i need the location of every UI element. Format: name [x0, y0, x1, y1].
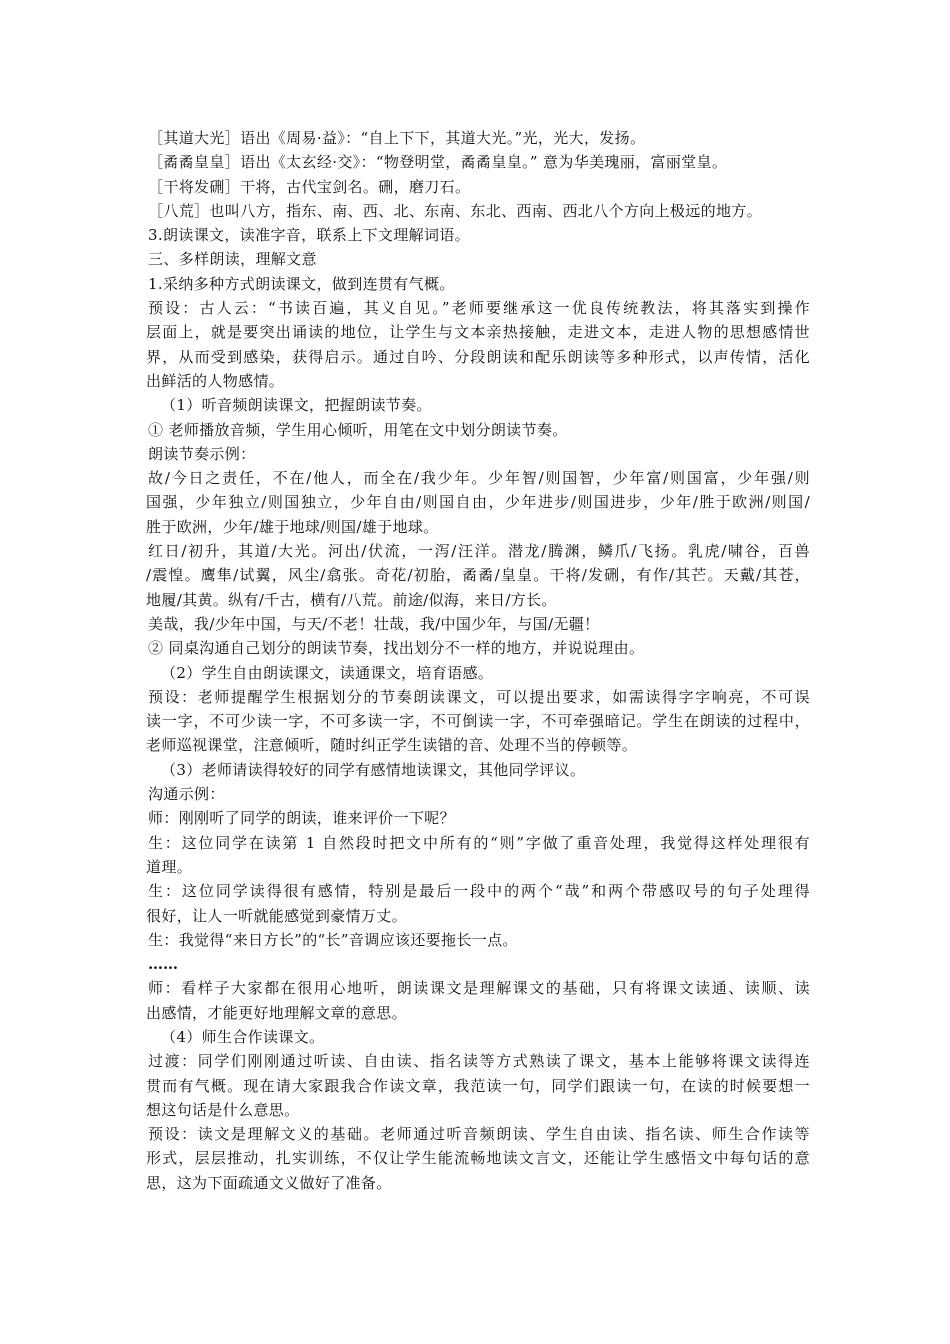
text-line: 胜于欧洲，少年/雄于地球/则国/雄于地球。 [146, 517, 439, 536]
text-line: /震惶。鹰隼/试翼，风尘/翕张。奇花/初胎，矞矞/皇皇。干将/发硎，有作/其芒。天戴/其苍， [146, 566, 810, 585]
text-line: 出鲜活的人物感情。 [146, 371, 285, 390]
text-line: 红日/初升，其道/大光。河出/伏流，一泻/汪洋。潜龙/腾渊，鳞爪/飞扬。乳虎/啸谷，百兽 [148, 542, 810, 561]
text-line: （3）老师请读得较好的同学有感情地读课文，其他同学评议。 [161, 760, 586, 779]
text-line: 故/今日之责任，不在/他人，而全在/我少年。少年智/则国智，少年富/则国富，少年强/则 [148, 469, 810, 488]
text-line: 3.朗读课文，读准字音，联系上下文理解词语。 [148, 226, 471, 245]
text-line: （2）学生自由朗读课文，读通课文，培育语感。 [161, 663, 494, 682]
text-line: 美哉，我/少年中国，与天/不老！壮哉，我/中国少年，与国/无疆！ [148, 614, 600, 633]
text-line: ［干将发硎］干将，古代宝剑名。硎，磨刀石。 [148, 177, 471, 196]
text-line: 很好，让人一听就能感觉到豪情万丈。 [146, 906, 407, 925]
text-line: （1）听音频朗读课文，把握朗读节奏。 [161, 396, 432, 415]
text-line: 形式，层层推动，扎实训练，不仅让学生能流畅地读文言文，还能让学生感悟文中每句话的意 [146, 1149, 810, 1168]
text-line: 读一字，不可少读一字，不可多读一字，不可倒读一字，不可牵强暗记。学生在朗读的过程中， [146, 712, 810, 731]
text-line: 国强，少年独立/则国独立，少年自由/则国自由，少年进步/则国进步，少年/胜于欧洲/则国/ [146, 493, 810, 512]
text-line: ② 同桌沟通自己划分的朗读节奏，找出划分不一样的地方，并说说理由。 [148, 639, 645, 658]
text-line: 生：我觉得“来日方长”的“长”音调应该还要拖长一点。 [148, 930, 518, 949]
text-line: …… [148, 955, 178, 974]
text-line: 思，这为下面疏通文义做好了准备。 [146, 1173, 392, 1192]
text-line: ① 老师播放音频，学生用心倾听，用笔在文中划分朗读节奏。 [148, 420, 568, 439]
text-line: 地履/其黄。纵有/千古，横有/八荒。前途/似海，来日/方长。 [146, 590, 557, 609]
text-line: 过渡：同学们刚刚通过听读、自由读、指名读等方式熟读了课文，基本上能够将课文读得连 [148, 1052, 810, 1071]
text-line: 生：这位同学在读第 1 自然段时把文中所有的“则”字做了重音处理，我觉得这样处理很有 [148, 833, 810, 852]
text-line: 1.采纳多种方式朗读课文，做到连贯有气概。 [148, 274, 455, 293]
text-line: 三、多样朗读，理解文意 [148, 250, 317, 269]
text-line: 预设：读文是理解文义的基础。老师通过听音频朗读、学生自由读、指名读、师生合作读等 [148, 1125, 810, 1144]
text-line: 预设：老师提醒学生根据划分的节奏朗读课文，可以提出要求，如需读得字字响亮，不可误 [148, 687, 810, 706]
text-line: （4）师生合作读课文。 [161, 1027, 325, 1046]
text-line: 朗读节奏示例： [148, 444, 256, 463]
text-line: 界，从而受到感染，获得启示。通过自吟、分段朗读和配乐朗读等多种形式，以声传情，活化 [146, 347, 810, 366]
text-line: ［矞矞皇皇］语出《太玄经·交》：“物登明堂，矞矞皇皇。” 意为华美瑰丽，富丽堂皇。 [148, 153, 728, 172]
text-line: 沟通示例： [148, 785, 225, 804]
text-line: 师：看样子大家都在很用心地听，朗读课文是理解课文的基础，只有将课文读通、读顺、读 [148, 979, 810, 998]
text-line: 层面上，就是要突出诵读的地位，让学生与文本亲热接触，走进文本，走进人物的思想感情世 [146, 323, 810, 342]
text-line: 老师巡视课堂，注意倾听，随时纠正学生读错的音、处理不当的停顿等。 [146, 736, 638, 755]
text-line: ［八荒］也叫八方，指东、南、西、北、东南、东北、西南、西北八个方向上极远的地方。 [148, 201, 763, 220]
text-line: 生：这位同学读得很有感情，特别是最后一段中的两个“哉”和两个带感叹号的句子处理得 [148, 882, 810, 901]
document-body [146, 126, 810, 1195]
text-line: ［其道大光］语出《周易·益》：“自上下下，其道大光。”光，光大，发扬。 [148, 129, 646, 147]
text-line: 贯而有气概。现在请大家跟我合作读文章，我范读一句，同学们跟读一句，在读的时候要想一 [146, 1076, 810, 1095]
text-line: 出感情，才能更好地理解文章的意思。 [146, 1003, 407, 1022]
text-line: 预设：古人云：“书读百遍，其义自见。”老师要继承这一优良传统教法，将其落实到操作 [148, 299, 810, 318]
text-line: 道理。 [146, 857, 193, 876]
text-line: 师：刚刚听了同学的朗读，谁来评价一下呢？ [148, 809, 456, 828]
text-line: 想这句话是什么意思。 [146, 1100, 300, 1119]
